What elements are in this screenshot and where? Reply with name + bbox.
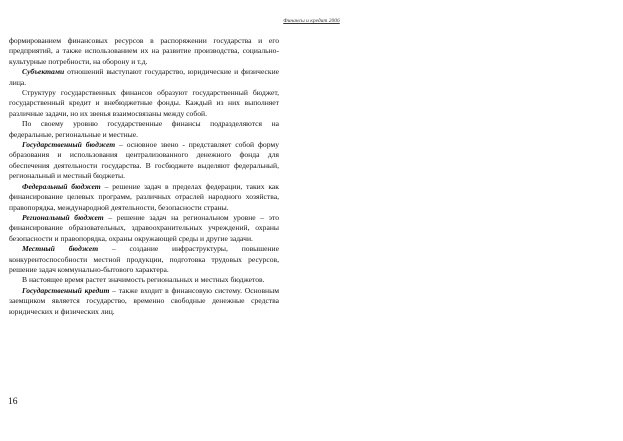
term: Федеральный бюджет: [22, 181, 101, 191]
paragraph-text: отношений выступают государство, юридические и физические лица.: [9, 67, 279, 87]
page-number: 16: [8, 397, 18, 407]
paragraph-text: В настоящее время растет значимость региональных и местных бюджетов.: [22, 275, 265, 285]
paragraph-text: – создание инфраструктуры, повышение конкурентоспособности местной продукции, подготовка трудовых ресурсов, решение задач коммунально-бытового характера.: [9, 244, 279, 274]
term: Субъектами: [22, 67, 65, 77]
paragraph-text: – основное звено - представляет собой форму образования и использования централизованного денежного фонда для обеспечения деятельности государства. В госбюджете выделяют федеральный, региональный и местный бюджеты.: [9, 140, 279, 181]
paragraph: [9, 275, 279, 285]
paragraph: [9, 213, 279, 244]
paragraph-text: формированием финансовых ресурсов в распоряжении государства и его предприятий, а также использованием их на развитие производства, социально-культурные потребности, на оборону и т.д.: [9, 36, 279, 66]
paragraph-text: – решение задач на региональном уровне – это финансирование образовательных, здравоохранительных учреждений, охраны безопасности и правопорядка, охраны окружающей среды и другие задачи.: [9, 212, 279, 243]
paragraph: [9, 140, 279, 182]
term: Местный бюджет: [22, 244, 99, 254]
paragraph: [9, 88, 279, 119]
paragraph: [9, 36, 279, 67]
paragraph-text: – также входит в финансовую систему. Основным заемщиком является государство, временно свободные денежные средства юридических и физических лиц.: [9, 285, 280, 316]
body-text: [9, 36, 279, 317]
paragraph-text: По своему уровню государственные финансы подразделяются на федеральные, региональные и местные.: [9, 119, 279, 139]
paragraph: [9, 67, 279, 88]
term: Государственный кредит: [22, 285, 110, 295]
paragraph: [9, 119, 279, 140]
paragraph: [9, 182, 279, 213]
paragraph: [9, 244, 279, 275]
paragraph-text: Структуру государственных финансов образуют государственный бюджет, государственный кредит и внебюджетные фонды. Каждый из них выполняет различные задачи, но их звенья взаимосвязаны между собой.: [9, 88, 279, 118]
paragraph: [9, 286, 279, 317]
paragraph-text: – решение задач в пределах федерации, таких как финансирование целевых программ, различных отраслей народного хозяйства, правопорядка, международной деятельности, безопасности страны.: [9, 181, 279, 212]
term: Государственный бюджет: [22, 140, 116, 150]
running-header: Финансы и кредит 2006: [283, 18, 340, 24]
term: Региональный бюджет: [22, 212, 104, 222]
